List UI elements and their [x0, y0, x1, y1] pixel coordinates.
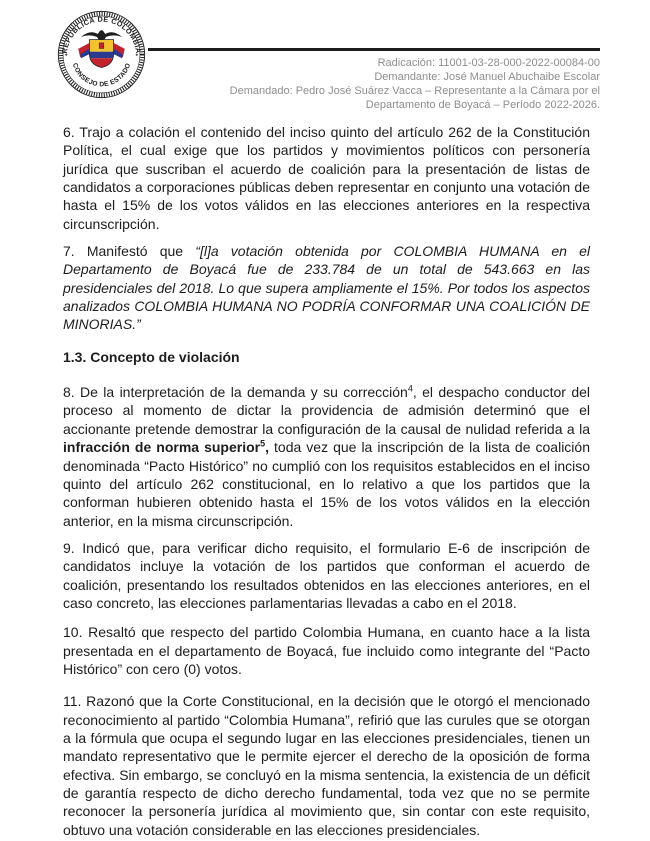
seal-top-text: REPÚBLICA DE COLOMBIA	[59, 14, 144, 55]
paragraph-9: 9. Indicó que, para verificar dicho requisito, el formulario E-6 de inscripción de candidatos incluye la votación de los partidos que conforman el acuerdo de coalición, presentando los resultados obtenidos en las elecciones anteriores, en el caso concreto, las elecciones parlamentarias llevadas a cabo en el 2018.	[63, 539, 590, 611]
case-demandante: Demandante: José Manuel Abuchaibe Escolar	[374, 71, 600, 83]
section-heading: 1.3. Concepto de violación	[63, 348, 240, 365]
case-radicacion: Radicación: 11001-03-28-000-2022-00084-00	[377, 57, 600, 69]
seal-bottom-text: CONSEJO DE ESTADO	[70, 62, 133, 89]
paragraph-6: 6. Trajo a colación el contenido del inciso quinto del artículo 262 de la Constitución Política, el cual exige que los partidos y movimientos políticos con personería jurídica que suscriban el acuerdo de coalición para la presentación de listas de candidatos a corporaciones públicas deben representar en conjunto una votación de hasta el 15% de los votos válidos en las elecciones anteriores en la respectiva circunscripción.	[63, 124, 590, 232]
document-body	[63, 123, 590, 839]
seal-star-left-icon: ✦	[64, 52, 69, 58]
case-info-block	[130, 56, 600, 112]
case-demandado-line2: Departamento de Boyacá – Período 2022-2026.	[365, 99, 600, 111]
seal-flag-left	[78, 42, 90, 58]
paragraph-10: 10. Resaltó que respecto del partido Colombia Humana, en cuanto hace a la lista presentada en el departamento de Boyacá, fue incluido como integrante del “Pacto Histórico” con cero (0) votos.	[63, 624, 590, 677]
coat-of-arms-shield	[89, 40, 113, 69]
paragraph-11: 11. Razonó que la Corte Constitucional, en la decisión que le otorgó el mencionado reconocimiento al partido “Colombia Humana”, refirió que las curules que se otorgan a la fórmula que ocupa el segundo lugar en las elecciones presidenciales, tienen un mandato representativo que le permite ejercer el derecho de la oposición de forma efectiva. Sin embargo, se concluyó en la misma sentencia, la existencia de un déficit de garantía respecto de dicho derecho fundamental, toda vez que no se permite reconocer la personería jurídica al movimiento que, sin contar con este requisito, obtuvo una votación considerable en las elecciones presidenciales.	[63, 693, 590, 838]
paragraph-8: 8. De la interpretación de la demanda y su corrección$^4$, el despacho conductor del proceso al momento de dictar la providencia de admisión determinó que el accionante pretende demostrar la configuración de la causal de nulidad referida a la infracción de norma superior$^5$, toda vez que la inscripción de la lista de coalición denominada “Pacto Histórico” no cumplió con los requisitos establecidos en el inciso quinto del artículo 262 constitucional, en lo relativo a que los partidos que la conforman hubieren obtenido hasta el 15% de los votos válidos en la elección anterior, en la misma circunscripción.	[63, 383, 591, 529]
paragraph-7: 7. Manifestó que “[l]a votación obtenida por COLOMBIA HUMANA en el Departamento de Boyacá fue de 233.784 de un total de 543.663 en las presidenciales del 2018. Lo que supera ampliamente el 15%. Por todos los aspectos analizados COLOMBIA HUMANA NO PODRÍA CONFORMAR UNA COALICIÓN DE MINORIAS.”	[63, 243, 590, 333]
seal-flag-right	[113, 42, 125, 58]
header-divider-line	[148, 48, 600, 51]
case-demandado-line1: Demandado: Pedro José Suárez Vacca – Representante a la Cámara por el	[229, 85, 600, 97]
seal-star-right-icon: ✦	[134, 52, 139, 58]
